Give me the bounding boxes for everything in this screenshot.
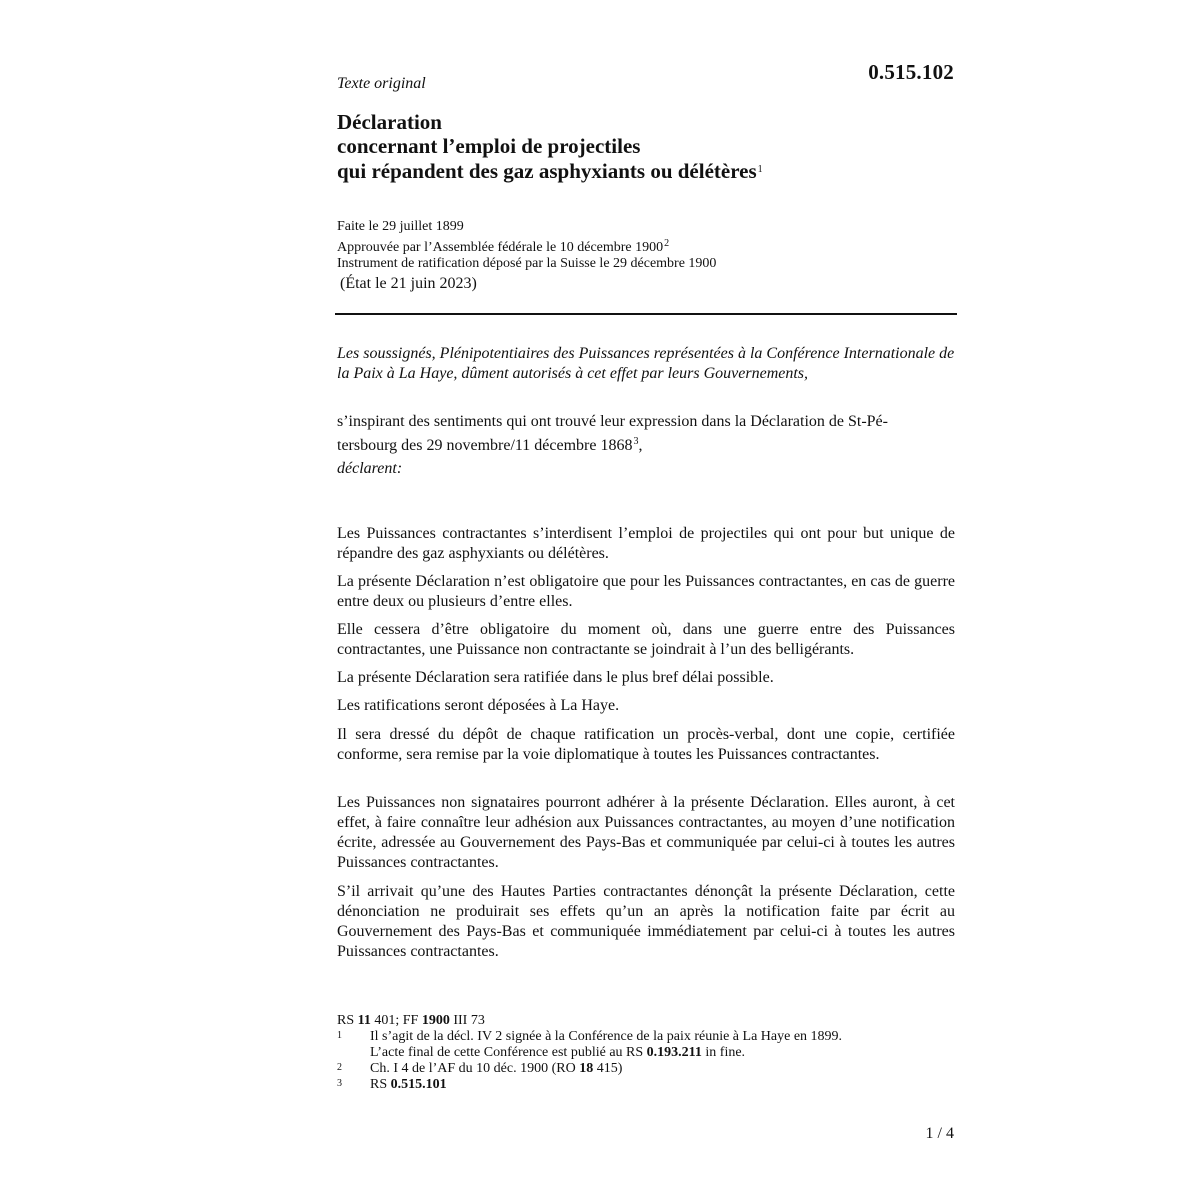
article-paragraph-6: Il sera dressé du dépôt de chaque ratification un procès-verbal, dont une copie, certifiée conforme, sera remise par la voie diplomatique à toutes les Puissances contractantes. xyxy=(337,726,955,763)
footnotes xyxy=(337,1013,957,1093)
footnote-1-part-a: L’acte final de cette Conférence est publié au RS xyxy=(370,1045,647,1060)
document-number: 0.515.102 xyxy=(868,60,954,84)
article-paragraph-4: La présente Déclaration sera ratifiée dans le plus bref délai possible. xyxy=(337,669,774,686)
footnote-1-line-1: Il s’agit de la décl. IV 2 signée à la Conférence de la paix réunie à La Haye en 1899. xyxy=(370,1029,843,1044)
title-line-1: Déclaration xyxy=(337,110,442,134)
footnote-1-part-c: in fine. xyxy=(701,1045,746,1060)
footnote-3 xyxy=(337,1077,957,1093)
source-part-e: III 73 xyxy=(449,1013,485,1028)
source-reference xyxy=(337,1013,957,1029)
footnote-ref-2[interactable]: 2 xyxy=(664,237,670,249)
state-date: (État le 21 juin 2023) xyxy=(340,275,477,292)
document-page xyxy=(337,0,957,1200)
footnote-marker-2: 2 xyxy=(337,1062,342,1073)
document-metadata xyxy=(337,219,716,273)
source-part-a: RS xyxy=(337,1013,358,1028)
footnote-marker-3: 3 xyxy=(337,1078,342,1089)
article-paragraph-7: Les Puissances non signataires pourront adhérer à la présente Déclaration. Elles auront, à cet effet, à faire connaître leur adhésion aux Puissances contractantes, au moyen d’une notification écrite, adressée au Gouvernement des Pays-Bas et communiquée par celui-ci à toutes les autres Puissances contractantes. xyxy=(337,794,955,871)
footnote-2-part-b: 18 xyxy=(579,1061,594,1076)
title-line-3-text: qui répandent des gaz asphyxiants ou délétères xyxy=(337,159,757,183)
preamble-declare: déclarent: xyxy=(337,460,403,477)
footnote-text-2 xyxy=(370,1061,957,1077)
preamble-inspired-line-2 xyxy=(337,432,955,456)
footnote-2-part-a: Ch. I 4 de l’AF du 10 déc. 1900 (RO xyxy=(370,1061,580,1076)
footnote-ref-3[interactable]: 3 xyxy=(633,436,639,447)
preamble-inspired-end: , xyxy=(638,437,643,454)
date-approved-text: Approuvée par l’Assemblée fédérale le 10 décembre 1900 xyxy=(337,239,664,255)
footnote-2 xyxy=(337,1061,957,1077)
title-line-3 xyxy=(337,158,763,183)
article-paragraph-1: Les Puissances contractantes s’interdisent l’emploi de projectiles qui ont pour but unique de répandre des gaz asphyxiants ou délétères. xyxy=(337,525,955,562)
preamble-intro: Les soussignés, Plénipotentiaires des Puissances représentées à la Conférence Internationale de la Paix à La Haye, dûment autorisés à cet effet par leurs Gouvernements, xyxy=(337,345,955,382)
preamble-inspired xyxy=(337,412,955,456)
footnote-3-part-a: RS xyxy=(370,1077,391,1092)
ratification-date: Instrument de ratification déposé par la Suisse le 29 décembre 1900 xyxy=(337,256,717,271)
original-text-label: Texte original xyxy=(337,75,426,92)
source-part-b: 11 xyxy=(357,1013,371,1028)
footnote-text-3 xyxy=(370,1077,957,1093)
document-title xyxy=(337,110,763,183)
preamble-inspired-line-2-text: tersbourg des 29 novembre/11 décembre 1868 xyxy=(337,437,633,454)
article-paragraph-8: S’il arrivait qu’une des Hautes Parties contractantes dénonçât la présente Déclaration, cette dénonciation ne produirait ses effets qu’un an après la notification faite par écrit au Gouvernement des Pays-Bas et communiquée immédiatement par celui-ci à toutes les autres Puissances contractantes. xyxy=(337,883,955,960)
page-number: 1 / 4 xyxy=(925,1125,954,1142)
footnote-3-link[interactable]: 0.515.101 xyxy=(390,1077,447,1092)
footnote-1 xyxy=(337,1029,957,1061)
footnote-ref-1[interactable]: 1 xyxy=(757,164,763,175)
header-divider xyxy=(335,313,957,315)
article-paragraph-2: La présente Déclaration n’est obligatoire que pour les Puissances contractantes, en cas de guerre entre deux ou plusieurs d’entre elles. xyxy=(337,573,955,610)
article-paragraph-5: Les ratifications seront déposées à La Haye. xyxy=(337,697,620,714)
date-done: Faite le 29 juillet 1899 xyxy=(337,219,464,234)
footnote-1-link[interactable]: 0.193.211 xyxy=(646,1045,702,1060)
article-paragraph-3: Elle cessera d’être obligatoire du moment où, dans une guerre entre des Puissances contractantes, une Puissance non contractante se joindrait à l’un des belligérants. xyxy=(337,621,955,658)
source-part-c: 401; FF xyxy=(370,1013,422,1028)
footnote-1-line-2 xyxy=(370,1045,957,1061)
footnote-text-1 xyxy=(370,1029,957,1061)
preamble-inspired-line-1: s’inspirant des sentiments qui ont trouvé leur expression dans la Déclaration de St-Pé- xyxy=(337,413,888,430)
source-part-d: 1900 xyxy=(421,1013,450,1028)
title-line-2: concernant l’emploi de projectiles xyxy=(337,134,641,158)
footnote-marker-1: 1 xyxy=(337,1030,342,1041)
footnote-2-part-c: 415) xyxy=(593,1061,623,1076)
date-approved xyxy=(337,236,716,257)
